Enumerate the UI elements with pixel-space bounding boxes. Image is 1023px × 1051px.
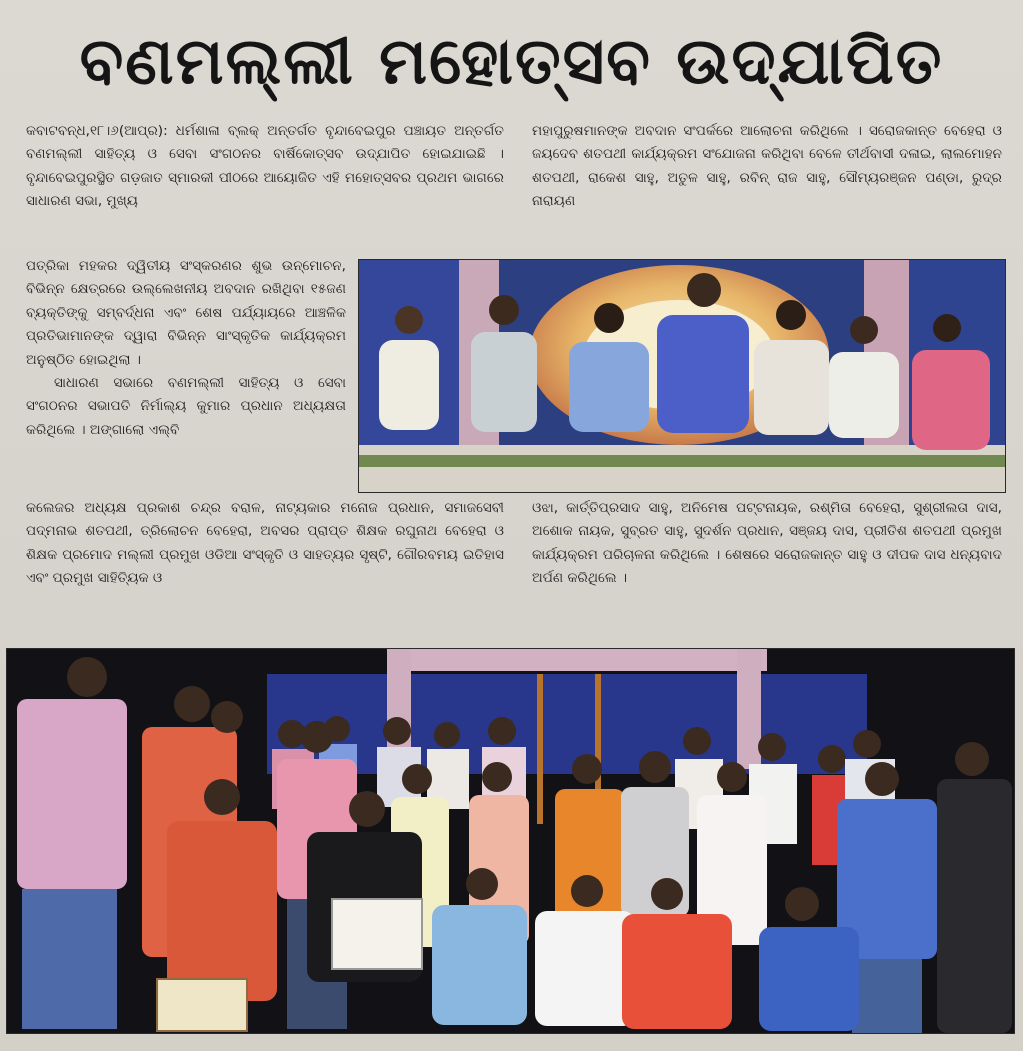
article-column-left-top	[26, 120, 504, 214]
article-paragraph: ପତ୍ରିକା ମହକର ଦ୍ୱିତୀୟ ସଂସ୍କରଣର ଶୁଭ ଉନ୍ମୋଚନ, ବିଭିନ୍ନ କ୍ଷେତ୍ରରେ ଉଲ୍ଲେଖନୀୟ ଅବଦାନ ରଖିଥିବା ୧୫ଜଣ ବ୍ୟକ୍ତିଙ୍କୁ ସମ୍ବର୍ଦ୍ଧନା ଏବଂ ଶେଷ ପର୍ଯ୍ୟାୟରେ ଆଞ୍ଚଳିକ ପ୍ରତିଭାମାନଙ୍କ ଦ୍ୱାରା ବିଭିନ୍ନ ସାଂସ୍କୃତିକ କାର୍ଯ୍ୟକ୍ରମ ଅନୁଷ୍ଠିତ ହୋଇଥିଲା ।	[26, 258, 346, 368]
article-column-right-top	[532, 120, 1002, 214]
article-column-left-middle	[26, 255, 346, 442]
article-paragraph: କଲେଜର ଅଧ୍ୟକ୍ଷ ପ୍ରକାଶ ଚନ୍ଦ୍ର ବରାଳ, ନାଟ୍ୟକାର ମନୋଜ ପ୍ରଧାନ, ସମାଜସେବୀ ପଦ୍ମନାଭ ଶତପଥୀ, ତ୍ରିଲୋଚନ ବେହେରା, ଅବସର ପ୍ରାପ୍ତ ଶିକ୍ଷକ ରଘୁନାଥ ବେହେରା ଓ ଶିକ୍ଷକ ପ୍ରମୋଦ ମଲ୍ଲୀ ପ୍ରମୁଖ ଓଡିଆ ସଂସ୍କୃତି ଓ ସାହତ୍ୟର ସୃଷ୍ଟି, ଗୌରବମୟ ଇତିହାସ ଏବଂ ପ୍ରମୁଖ ସାହିତ୍ୟିକ ଓ	[26, 500, 504, 587]
stage-photo-drawing	[359, 260, 1005, 492]
headline: ବଣମଲ୍ଲୀ ମହୋତ୍ସବ ଉଦ୍‌ଯାପିତ	[79, 25, 944, 99]
article-paragraph: ସାଧାରଣ ସଭାରେ ବଣମଲ୍ଲୀ ସାହିତ୍ୟ ଓ ସେବା ସଂଗଠନର ସଭାପତି ନିର୍ମାଲ୍ୟ କୁମାର ପ୍ରଧାନ ଅଧ୍ୟକ୍ଷତା କରିଥିଲେ । ଅଙ୍ଗାଲୋ ଏଲ୍‌ବି	[26, 375, 346, 438]
article-paragraph: କବାଟବନ୍ଧ,୧୮।୬(ଆପ୍ର): ଧର୍ମଶାଳା ବ୍ଲକ୍ ଅନ୍ତର୍ଗତ ବୃନ୍ଦାବେଇପୁର ପଞ୍ଚାୟତ ଅନ୍ତର୍ଗତ ବଣମଲ୍ଲୀ ସାହିତ୍ୟ ଓ ସେବା ସଂଗଠନର ବାର୍ଷିକୋତ୍ସବ ଉଦ୍‌ଯାପିତ ହୋଇଯାଇଛି । ବୃନ୍ଦାବେଇପୁରସ୍ଥିତ ଗଡ଼ଜାତ ସ୍ମାରକୀ ପୀଠରେ ଆୟୋଜିତ ଏହି ମହୋତ୍ସବର ପ୍ରଥମ ଭାଗରେ ସାଧାରଣ ସଭା, ମୁଖ୍ୟ	[26, 123, 504, 210]
article-paragraph: ମହାପୁରୁଷମାନଙ୍କ ଅବଦାନ ସଂପର୍କରେ ଆଲୋଚନା କରିଥିଲେ । ସରୋଜକାନ୍ତ ବେହେରା ଓ ଜୟଦେବ ଶତପଥୀ କାର୍ଯ୍ୟକ୍ରମ ସଂଯୋଜନା କରିଥିବା ବେଳେ ତୀର୍ଥବାସୀ ଦଳାଇ, ଲାଲମୋହନ ଶତପଥୀ, ରାକେଶ ସାହୁ, ଅତୁଳ ସାହୁ, ରବିନ୍ ରାଜ ସାହୁ, ସୌମ୍ୟରଞ୍ଜନ ପଣ୍ଡା, ରୁଦ୍ର ନାରାୟଣ	[532, 123, 1002, 210]
dignitaries-on-stage-photo	[358, 259, 1006, 493]
article-column-right-bottom	[532, 497, 1002, 591]
article-column-left-bottom	[26, 497, 504, 591]
article-paragraph: ଓଝା, କାର୍ତ୍ତିପ୍ରସାଦ ସାହୁ, ଅନିମେଷ ପଟ୍ଟନାୟକ, ରଶ୍ମିତା ବେହେରା, ସୁଶ୍ରୀଲତା ଦାସ, ଅଶୋକ ନାୟକ, ସୁବ୍ରତ ସାହୁ, ସୁଦର୍ଶନ ପ୍ରଧାନ, ସଞ୍ଜୟ ଦାସ, ପ୍ରୀତିଶ ଶତପଥୀ ପ୍ରମୁଖ କାର୍ଯ୍ୟକ୍ରମ ପରିଚାଳନା କରିଥିଲେ । ଶେଷରେ ସରୋଜକାନ୍ତ ସାହୁ ଓ ଦୀପକ ଦାସ ଧନ୍ୟବାଦ ଅର୍ପଣ କରିଥିଲେ ।	[532, 500, 1002, 587]
group-award-photo	[6, 648, 1015, 1034]
group-photo-drawing	[7, 649, 1014, 1033]
